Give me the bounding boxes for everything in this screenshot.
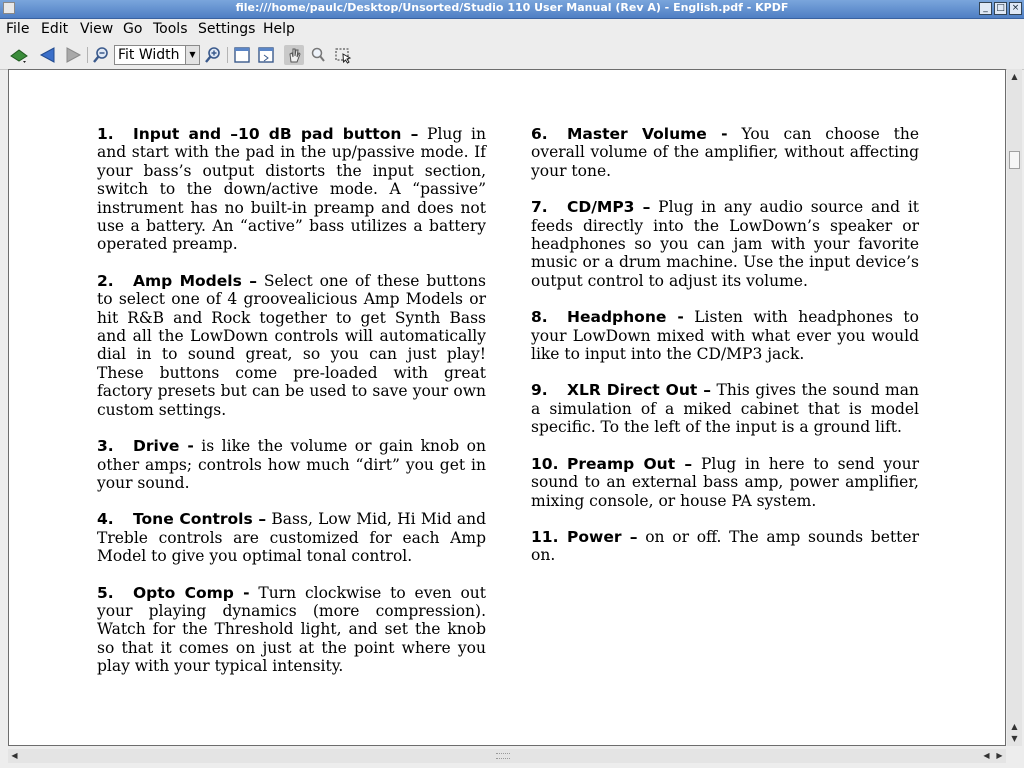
zoom-out-icon[interactable] xyxy=(91,45,111,65)
menu-file[interactable]: File xyxy=(6,21,30,37)
text-select-icon[interactable] xyxy=(333,45,353,65)
menu-help[interactable]: Help xyxy=(263,21,295,37)
zoom-select-value: Fit Width xyxy=(118,47,180,63)
scrollbar-thumb[interactable] xyxy=(1009,151,1020,169)
zoom-tool-icon[interactable] xyxy=(308,45,328,65)
menu-go[interactable]: Go xyxy=(123,21,143,37)
list-item: 8. Headphone - Listen with headphones to your LowDown mixed with what ever you would like to input into the CD/MP3 jack. xyxy=(531,308,919,364)
list-item: 5. Opto Comp - Turn clockwise to even out your playing dynamics (more compression). Watch for the Threshold light, and set the knob so that it comes on just at the point where you play with your typical intensity. xyxy=(97,583,486,676)
right-column xyxy=(531,125,919,583)
title-bar xyxy=(0,0,1024,19)
menu-view[interactable]: View xyxy=(80,21,114,37)
zoom-in-icon[interactable] xyxy=(203,45,223,65)
scroll-up-icon[interactable]: ▲ xyxy=(1011,72,1018,81)
scroll-left-icon[interactable]: ◀ xyxy=(983,751,990,760)
close-button[interactable]: × xyxy=(1009,2,1022,15)
continuous-icon[interactable] xyxy=(256,45,276,65)
list-item: 3. Drive - is like the volume or gain knob on other amps; controls how much “dirt” you get in your sound. xyxy=(97,437,486,492)
menu-tools[interactable]: Tools xyxy=(153,21,188,37)
scrollbar-grip[interactable] xyxy=(496,753,510,759)
list-item: 4. Tone Controls – Bass, Low Mid, Hi Mid and Treble controls are customized for each Amp Model to give you optimal tonal control. xyxy=(97,510,486,566)
list-item: 6. Master Volume - You can choose the overall volume of the amplifier, without affecting your tone. xyxy=(531,125,919,180)
menu-edit[interactable]: Edit xyxy=(41,21,69,37)
menu-bar xyxy=(0,19,1024,41)
browse-hand-icon[interactable] xyxy=(284,45,304,65)
list-item: 9. XLR Direct Out – This gives the sound man a simulation of a miked cabinet that is model specific. To the left of the input is a ground lift. xyxy=(531,381,919,437)
toolbar-separator xyxy=(227,47,228,63)
maximize-button[interactable]: □ xyxy=(994,2,1007,15)
list-item: 1. Input and –10 dB pad button – Plug in and start with the pad in the up/passive mode. If your bass’s output distorts the input section, switch to the down/active mode. A “passive” instrument has no built-in preamp and does not use a battery. An “active” bass utilizes a battery operated preamp. xyxy=(97,125,486,254)
scroll-left-icon[interactable]: ◀ xyxy=(11,751,18,760)
window-title: file:///home/paulc/Desktop/Unsorted/Studio 110 User Manual (Rev A) - English.pdf - KPDF xyxy=(235,1,789,14)
document-viewport[interactable] xyxy=(8,69,1006,746)
horizontal-scrollbar[interactable] xyxy=(8,749,1006,763)
scroll-up-icon[interactable]: ▲ xyxy=(1011,722,1018,731)
single-page-icon[interactable] xyxy=(232,45,252,65)
scroll-right-icon[interactable]: ▶ xyxy=(996,751,1003,760)
zoom-select[interactable] xyxy=(114,45,200,65)
menu-settings[interactable]: Settings xyxy=(198,21,256,37)
minimize-button[interactable]: _ xyxy=(979,2,992,15)
toolbar xyxy=(0,41,1024,70)
vertical-scrollbar[interactable] xyxy=(1007,69,1022,746)
toolbar-separator xyxy=(87,47,88,63)
list-item: 7. CD/MP3 – Plug in any audio source and it feeds directly into the LowDown’s speaker or headphones so you can jam with your favorite music or a drum machine. Use the input device’s output control to adjust its volume. xyxy=(531,198,919,290)
list-item: 11. Power – on or off. The amp sounds better on. xyxy=(531,527,919,565)
list-item: 10. Preamp Out – Plug in here to send your sound to an external bass amp, power amplifier, mixing console, or house PA system. xyxy=(531,454,919,510)
chevron-down-icon[interactable]: ▼ xyxy=(185,46,199,64)
left-column xyxy=(97,125,486,694)
open-document-icon[interactable] xyxy=(9,45,29,65)
scroll-down-icon[interactable]: ▼ xyxy=(1011,734,1018,743)
forward-icon[interactable] xyxy=(63,45,83,65)
back-icon[interactable] xyxy=(38,45,58,65)
list-item: 2. Amp Models – Select one of these buttons to select one of 4 groovealicious Amp Models or hit R&B and Rock together to get Synth Bass and all the LowDown controls will automatically dial in to sound great, so you can just play! These buttons come pre-loaded with great factory presets but can be used to save your own custom settings. xyxy=(97,271,486,419)
